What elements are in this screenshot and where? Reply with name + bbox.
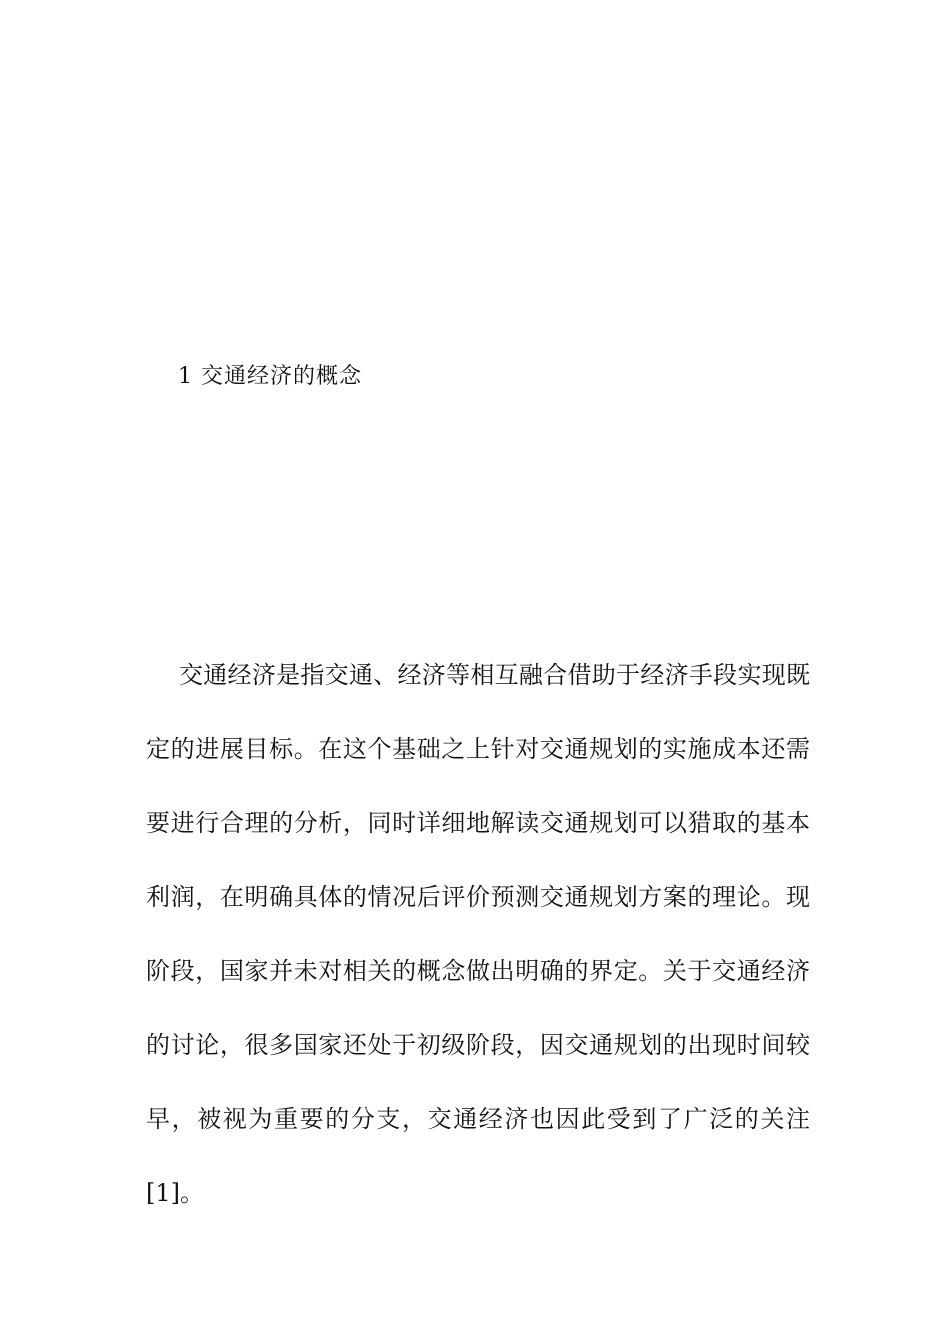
- paragraph-line: 要进行合理的分析，同时详细地解读交通规划可以猎取的基本: [146, 809, 810, 837]
- paragraph-line: 定的进展目标。在这个基础之上针对交通规划的实施成本还需: [146, 735, 810, 763]
- paragraph-line: [1]。: [146, 1179, 204, 1207]
- paragraph-line: 交通经济是指交通、经济等相互融合借助于经济手段实现既: [179, 661, 810, 689]
- paragraph-line: 阶段，国家并未对相关的概念做出明确的界定。关于交通经济: [146, 957, 810, 985]
- section-heading: 1 交通经济的概念: [178, 364, 362, 389]
- paragraph-line: 利润，在明确具体的情况后评价预测交通规划方案的理论。现: [146, 883, 810, 911]
- paragraph-line: 的讨论，很多国家还处于初级阶段，因交通规划的出现时间较: [146, 1031, 810, 1059]
- paragraph-line: 早，被视为重要的分支，交通经济也因此受到了广泛的关注: [146, 1105, 810, 1133]
